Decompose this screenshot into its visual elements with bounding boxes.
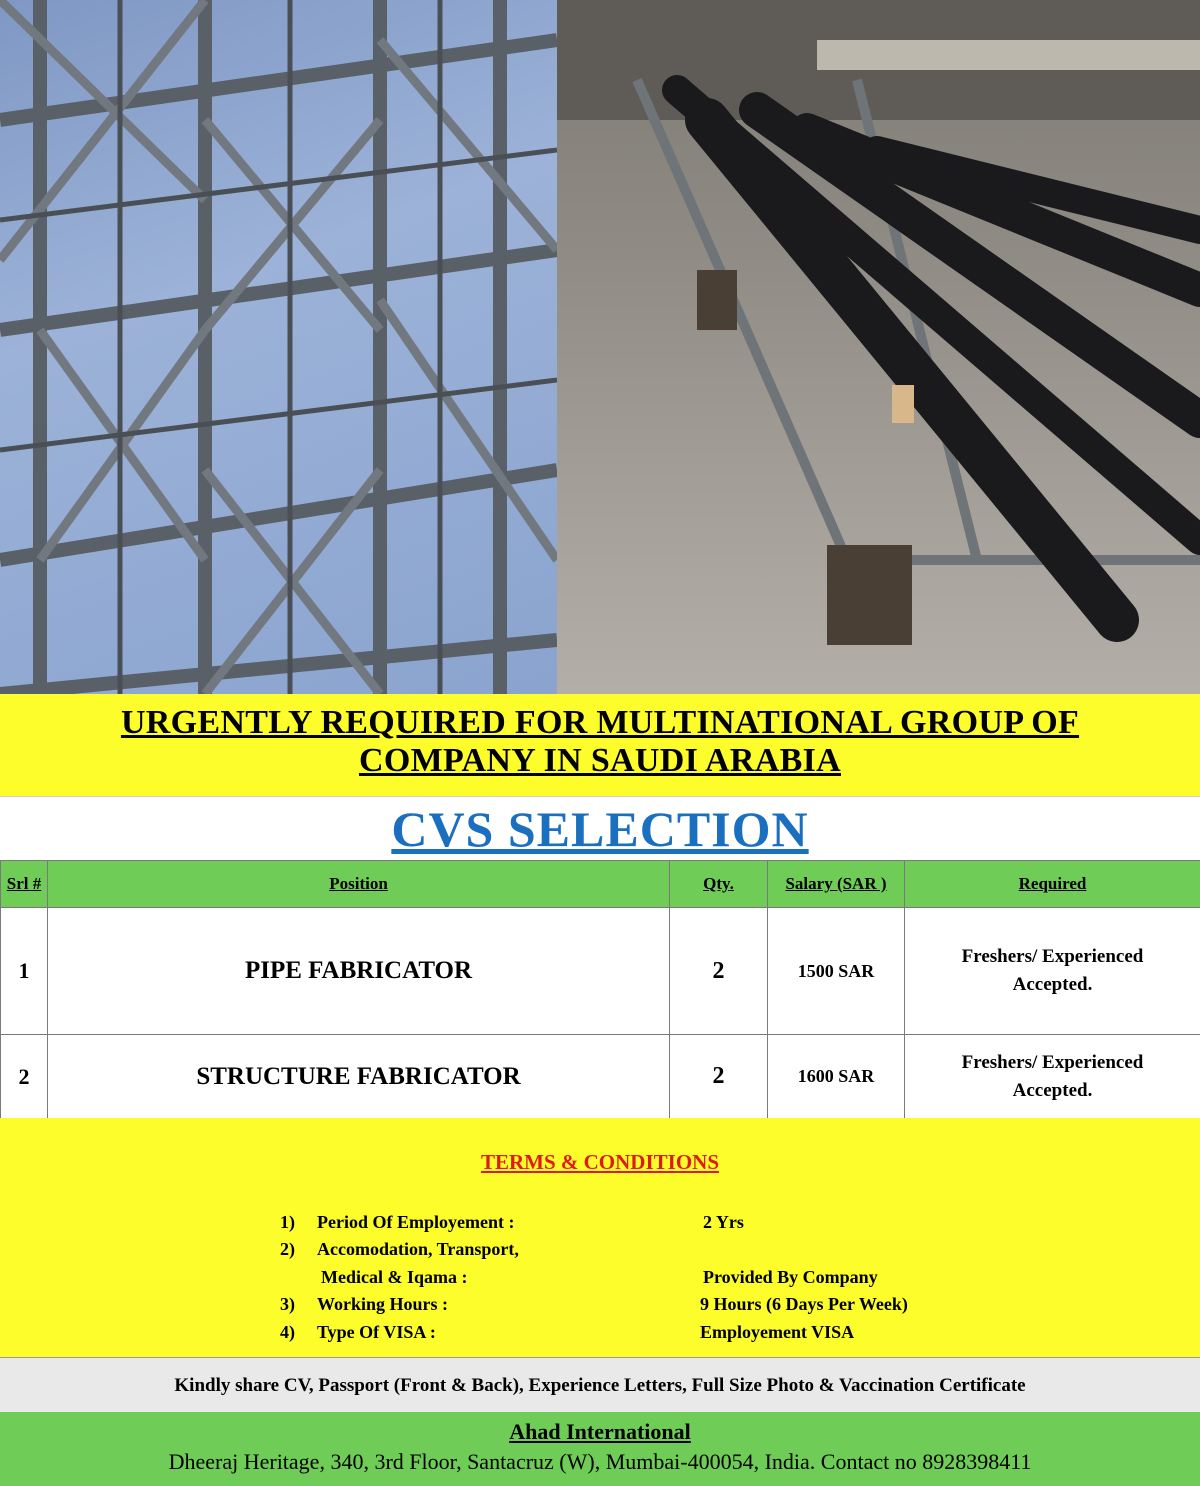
documents-note-banner (0, 1357, 1200, 1413)
column-header-salary: Salary (SAR ) (768, 861, 905, 908)
serial-cell: 2 (1, 1035, 48, 1119)
steel-frame-image (0, 0, 557, 694)
required-cell (905, 908, 1200, 1035)
required-line-2: Accepted. (1012, 974, 1093, 995)
term-label: Working Hours : (317, 1294, 449, 1314)
headline-banner (0, 694, 1200, 796)
term-number: 4) (280, 1322, 295, 1342)
term-label: Accomodation, Transport, (317, 1239, 519, 1259)
header-photos (0, 0, 1200, 694)
required-line-1: Freshers/ Experienced (961, 1051, 1144, 1073)
column-header-qty: Qty. (670, 861, 768, 908)
term-label: Type Of VISA : (317, 1322, 436, 1342)
column-header-required: Required (905, 861, 1200, 908)
selection-title: CVS SELECTION (391, 801, 809, 857)
term-value: 9 Hours (6 Days Per Week) (700, 1294, 908, 1314)
footer-contact (0, 1412, 1200, 1486)
term-value: 2 Yrs (703, 1212, 744, 1232)
terms-section (0, 1118, 1200, 1357)
headline-line-2: COMPANY IN SAUDI ARABIA (359, 742, 841, 779)
company-name: Ahad International (509, 1419, 691, 1444)
pipe-rack-image (557, 0, 1200, 694)
table-row (1, 908, 1200, 1035)
salary-cell: 1600 SAR (768, 1035, 905, 1119)
steel-structure-photo (0, 0, 557, 694)
salary-cell: 1500 SAR (768, 908, 905, 1035)
table-header-row (1, 861, 1200, 908)
position-cell: STRUCTURE FABRICATOR (48, 1035, 670, 1119)
term-label: Period Of Employement : (317, 1212, 515, 1232)
serial-cell: 1 (1, 908, 48, 1035)
required-cell (905, 1035, 1200, 1119)
term-label-continued: Medical & Iqama : (321, 1267, 468, 1287)
company-address: Dheeraj Heritage, 340, 3rd Floor, Santacruz (W), Mumbai-400054, India. Contact no 8928398411 (168, 1449, 1032, 1474)
pipe-fabrication-photo (557, 0, 1200, 694)
qty-cell: 2 (670, 1035, 768, 1119)
column-header-srl: Srl # (1, 861, 48, 908)
term-number: 1) (280, 1212, 295, 1232)
column-header-position: Position (48, 861, 670, 908)
term-number: 3) (280, 1294, 295, 1314)
term-number: 2) (280, 1239, 295, 1259)
required-line-1: Freshers/ Experienced (961, 946, 1144, 967)
selection-banner (0, 796, 1200, 861)
positions-table (0, 860, 1200, 1119)
position-cell: PIPE FABRICATOR (48, 908, 670, 1035)
table-row (1, 1035, 1200, 1119)
documents-note: Kindly share CV, Passport (Front & Back), Experience Letters, Full Size Photo & Vaccination Certificate (174, 1375, 1026, 1396)
required-line-2: Accepted. (1012, 1079, 1093, 1101)
term-value: Employement VISA (700, 1322, 855, 1342)
qty-cell: 2 (670, 908, 768, 1035)
headline-line-1: URGENTLY REQUIRED FOR MULTINATIONAL GROUP OF (120, 704, 1080, 741)
term-value: Provided By Company (703, 1267, 878, 1287)
terms-title: TERMS & CONDITIONS (480, 1150, 720, 1174)
